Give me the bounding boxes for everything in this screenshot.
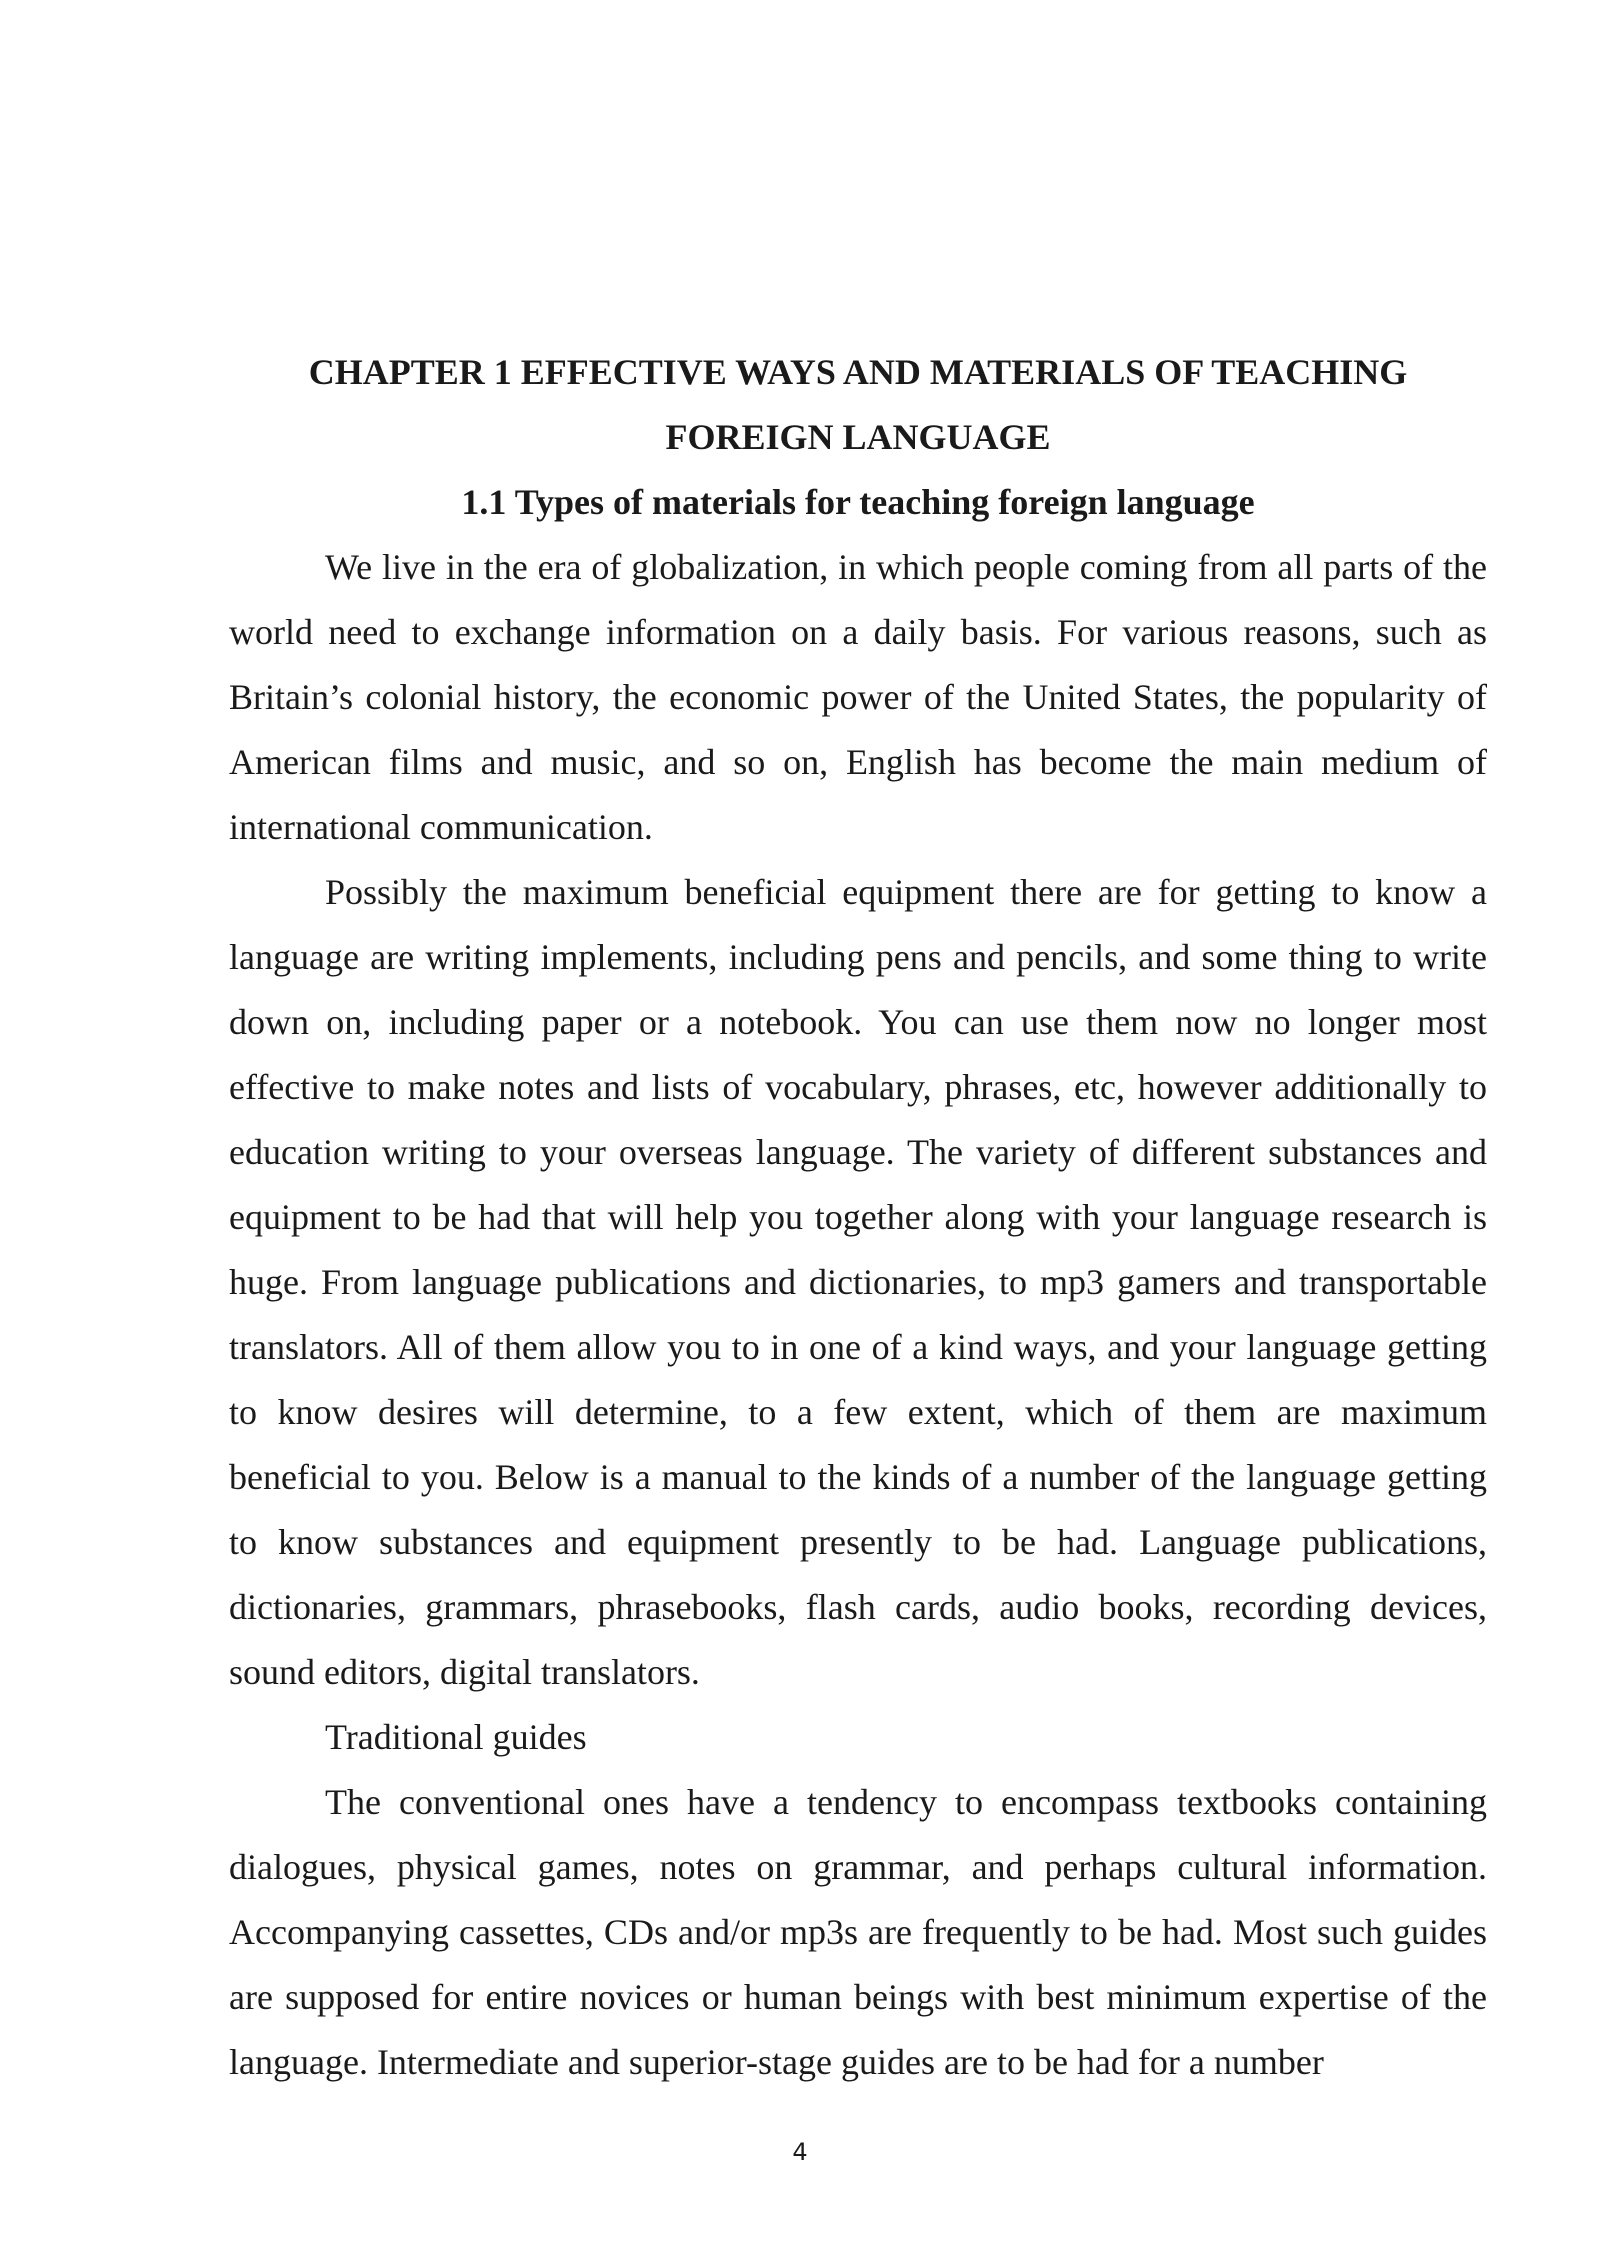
paragraph: The conventional ones have a tendency to encompass textbooks containing dialogues, physical games, notes on grammar, and perhaps cultural information. Accompanying cassettes, CDs and/or mp3s are frequently to be had. Most such guides are supposed for entire novices or human beings with best minimum expertise of the language. Intermediate and superior-stage guides are to be had for a number xyxy=(229,1782,1487,2082)
subheading-paragraph: Traditional guides xyxy=(325,1717,587,1757)
page-number: 4 xyxy=(792,2138,808,2166)
paragraph: We live in the era of globalization, in which people coming from all parts of the world need to exchange information on a daily basis. For various reasons, such as Britain’s colonial history, the economic power of the United States, the popularity of American films and music, and so on, English has become the main medium of international communication. xyxy=(229,547,1487,847)
paragraph: Possibly the maximum beneficial equipment there are for getting to know a language are writing implements, including pens and pencils, and some thing to write down on, including paper or a notebook. You can use them now no longer most effective to make notes and lists of vocabulary, phrases, etc, however additionally to education writing to your overseas language. The variety of different substances and equipment to be had that will help you together along with your language research is huge. From language publications and dictionaries, to mp3 gamers and transportable translators. All of them allow you to in one of a kind ways, and your language getting to know desires will determine, to a few extent, which of them are maximum beneficial to you. Below is a manual to the kinds of a number of the language getting to know substances and equipment presently to be had. Language publications, dictionaries, grammars, phrasebooks, flash cards, audio books, recording devices, sound editors, digital translators. xyxy=(229,872,1487,1692)
chapter-title-line-2: FOREIGN LANGUAGE xyxy=(665,417,1051,457)
chapter-title-line-1: CHAPTER 1 EFFECTIVE WAYS AND MATERIALS OF TEACHING xyxy=(308,352,1408,392)
page-content xyxy=(229,340,1487,2095)
section-title: 1.1 Types of materials for teaching foreign language xyxy=(461,482,1255,522)
